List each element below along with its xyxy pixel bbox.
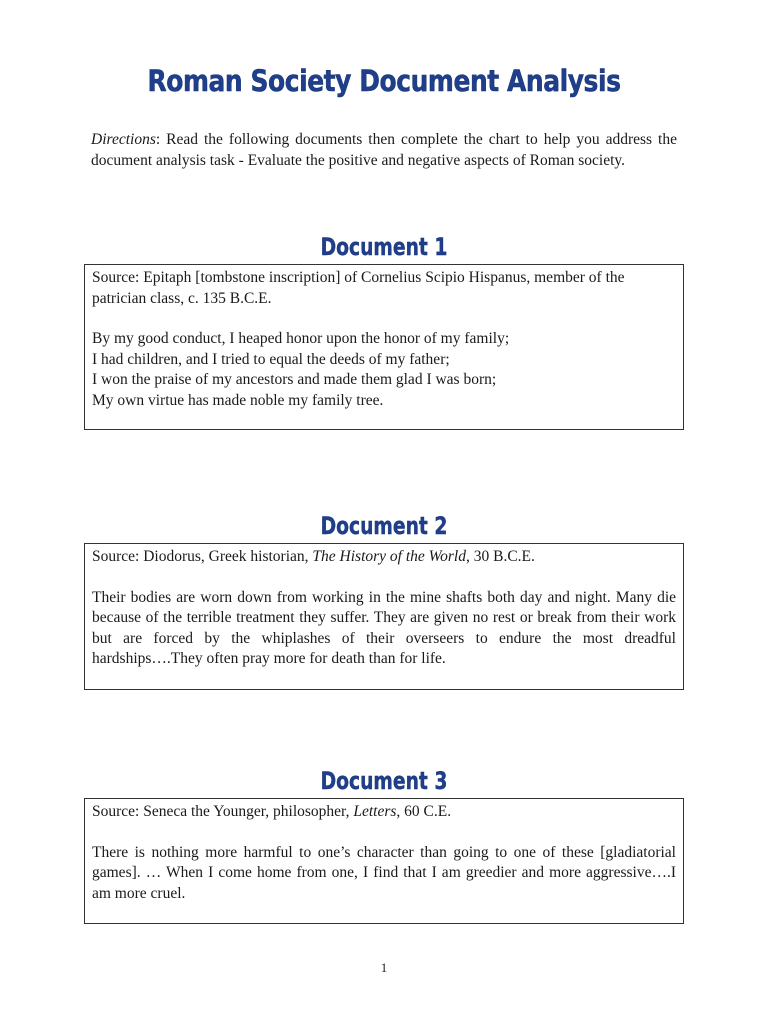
document-1-line: My own virtue has made noble my family tree. (92, 391, 384, 409)
document-1-line: By my good conduct, I heaped honor upon the honor of my family; (92, 330, 510, 347)
document-3-box (84, 798, 684, 924)
document-2-body: Their bodies are worn down from working in the mine shafts both day and night. Many die because of the terrible treatment they suffer. They are given no rest or break from their work but are forced by the whiplashes of their overseers to endure the most dreadful hardships….They often pray more for death than for life. (92, 588, 676, 667)
document-2-box (84, 543, 684, 690)
document-1-line: I won the praise of my ancestors and made them glad I was born; (92, 371, 497, 388)
document-3-heading: Document 3 (320, 767, 448, 795)
page-title: Roman Society Document Analysis (147, 64, 621, 98)
document-1-line: I had children, and I tried to equal the deeds of my father; (92, 350, 450, 368)
document-3-body: There is nothing more harmful to one’s character than going to one of these [gladiatorial games]. … When I come home from one, I find that I am greedier and more aggressive….I am more cruel. (92, 843, 676, 902)
document-3-source: Source: Seneca the Younger, philosopher, Letters, 60 C.E. (92, 803, 452, 820)
document-1-box (84, 264, 684, 430)
directions-label: Directions (91, 131, 156, 148)
document-2-heading: Document 2 (320, 512, 448, 540)
directions-paragraph (91, 129, 677, 171)
document-1-source: Source: Epitaph [tombstone inscription] of Cornelius Scipio Hispanus, member of the patrician class, c. 135 B.C.E. (92, 269, 625, 307)
document-1-heading: Document 1 (320, 233, 448, 261)
document-2-work-title: The History of the World (312, 548, 466, 565)
page-number: 1 (380, 960, 388, 975)
document-2-source: Source: Diodorus, Greek historian, The History of the World, 30 B.C.E. (92, 548, 535, 565)
document-3-work-title: Letters (353, 803, 397, 820)
directions-text: : Read the following documents then complete the chart to help you address the document analysis task - Evaluate the positive and negative aspects of Roman society. (91, 131, 677, 169)
document-1-body (92, 329, 676, 411)
